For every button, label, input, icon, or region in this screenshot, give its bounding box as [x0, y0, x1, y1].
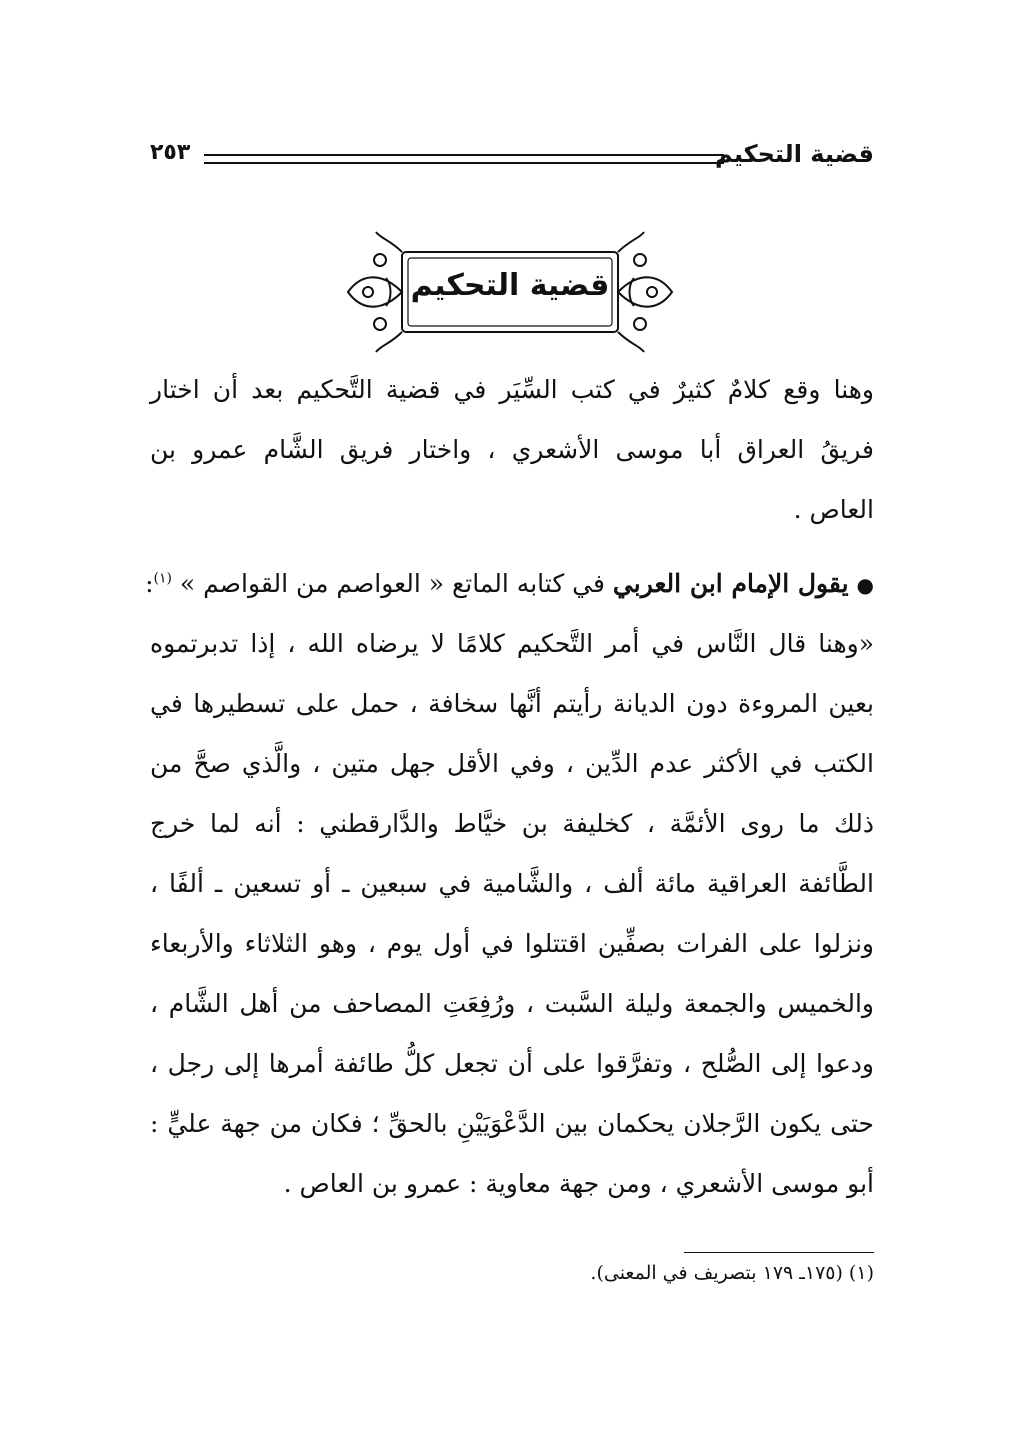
- quote-line: ونزلوا على الفرات بصفِّين اقتتلوا في أول يوم ، وهو الثلاثاء والأربعاء: [150, 929, 874, 958]
- quote-line: ودعوا إلى الصُّلح ، وتفرَّقوا على أن تجعل كلُّ طائفة أمرها إلى رجل ،: [150, 1049, 875, 1078]
- quote-line: الطَّائفة العراقية مائة ألف ، والشَّامية في سبعين ـ أو تسعين ـ ألفًا ،: [150, 869, 874, 898]
- running-header: [150, 140, 874, 180]
- body-text: [145, 360, 875, 1214]
- quote-line: والخميس والجمعة وليلة السَّبت ، ورُفِعَتِ المصاحف من أهل الشَّام ،: [150, 989, 874, 1018]
- paragraph-line: العاص .: [793, 495, 874, 524]
- paragraph-line: فريقُ العراق أبا موسى الأشعري ، واختار فريق الشَّام عمرو بن: [150, 435, 874, 464]
- quote-intro-line: [145, 554, 874, 614]
- intro-text: في كتابه الماتع « العواصم من القواصم »: [171, 569, 613, 598]
- intro-colon: :: [145, 569, 154, 598]
- header-double-rule: [204, 154, 724, 164]
- footnote: (١) (١٧٥ـ ١٧٩ بتصريف في المعنى).: [590, 1262, 874, 1284]
- quote-line: بعين المروءة دون الديانة رأيتم أنَّها سخافة ، حمل على تسطيرها في: [150, 689, 874, 718]
- section-title: قضية التحكيم: [410, 268, 610, 303]
- author-name: يقول الإمام ابن العربي: [612, 569, 849, 598]
- quote-line: حتى يكون الرَّجلان يحكمان بين الدَّعْوَيَيْنِ بالحقِّ ؛ فكان من جهة عليٍّ :: [150, 1109, 874, 1138]
- footnote-separator: [684, 1252, 874, 1253]
- quote-line: «وهنا قال النَّاس في أمر التَّحكيم كلامًا لا يرضاه الله ، إذا تدبرتموه: [150, 629, 874, 658]
- header-title: قضية التحكيم: [715, 140, 874, 168]
- quote-line: أبو موسى الأشعري ، ومن جهة معاوية : عمرو بن العاص .: [283, 1169, 874, 1198]
- page-number: ٢٥٣: [150, 140, 191, 165]
- footnote-reference: (١): [153, 570, 172, 587]
- quote-line: الكتب في الأكثر عدم الدِّين ، وفي الأقل جهل متين ، والَّذي صحَّ من: [150, 749, 874, 778]
- paragraph-line: وهنا وقع كلامٌ كثيرٌ في كتب السِّيَر في قضية التَّحكيم بعد أن اختار: [150, 375, 874, 404]
- section-title-ornament: [340, 230, 680, 355]
- bullet-icon: ●: [856, 573, 874, 597]
- quote-line: ذلك ما روى الأئمَّة ، كخليفة بن خيَّاط والدَّارقطني : أنه لما خرج: [150, 809, 874, 838]
